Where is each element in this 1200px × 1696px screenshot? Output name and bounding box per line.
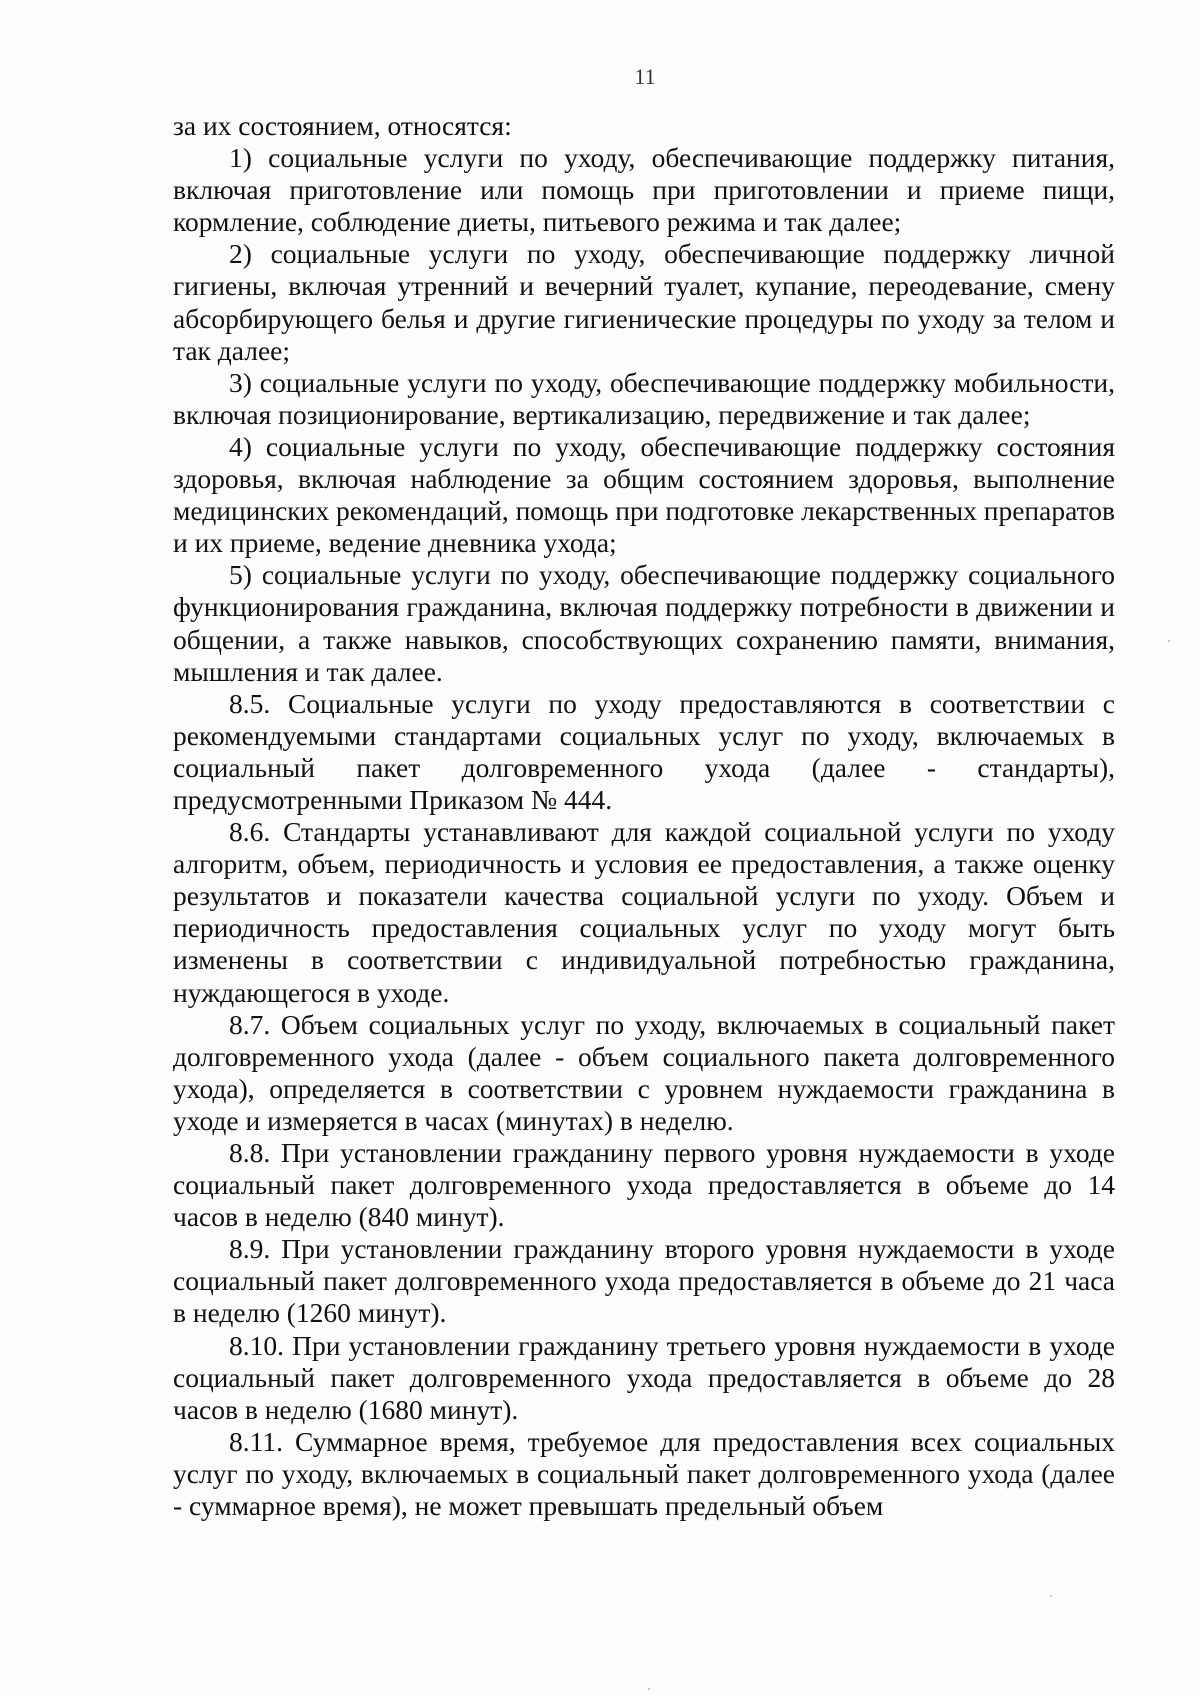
paragraph-8-8: 8.8. При установлении гражданину первого уровня нуждаемости в уходе социальный пакет долговременного ухода предоставляется в объеме до 14 часов в неделю (840 минут). [173, 1137, 1115, 1233]
paragraph-8-11: 8.11. Суммарное время, требуемое для предоставления всех социальных услуг по уходу, включаемых в социальный пакет долговременного ухода (далее - суммарное время), не может превышать предельный объем [173, 1425, 1115, 1522]
paragraph-item-2: 2) социальные услуги по уходу, обеспечивающие поддержку личной гигиены, включая утренний и вечерний туалет, купание, переодевание, смену абсорбирующего белья и другие гигиенические процедуры по уходу за телом и так далее; [173, 238, 1115, 366]
paragraph-item-5: 5) социальные услуги по уходу, обеспечивающие поддержку социального функционирования гражданина, включая поддержку потребности в движении и общении, а также навыков, способствующих сохранению памяти, внимания, мышления и так далее. [173, 559, 1115, 687]
paragraph-item-1: 1) социальные услуги по уходу, обеспечивающие поддержку питания, включая приготовление или помощь при приготовлении и приеме пищи, кормление, соблюдение диеты, питьевого режима и так далее; [173, 142, 1115, 238]
scan-artifact [648, 1688, 650, 1690]
paragraph-item-4: 4) социальные услуги по уходу, обеспечивающие поддержку состояния здоровья, включая наблюдение за общим состоянием здоровья, выполнение медицинских рекомендаций, помощь при подготовке лекарственных препаратов и их приеме, ведение дневника ухода; [173, 430, 1115, 559]
paragraph-8-9: 8.9. При установлении гражданину второго уровня нуждаемости в уходе социальный пакет долговременного ухода предоставляется в объеме до 21 часа в неделю (1260 минут). [173, 1233, 1115, 1329]
page-number: 11 [634, 64, 656, 89]
paragraph-8-5: 8.5. Социальные услуги по уходу предоставляются в соответствии с рекомендуемыми стандартами социальных услуг по уходу, включаемых в социальный пакет долговременного ухода (далее - стандарты), предусмотренными Приказом № 444. [173, 687, 1115, 815]
paragraph-item-3: 3) социальные услуги по уходу, обеспечивающие поддержку мобильности, включая позиционирование, вертикализацию, передвижение и так далее; [173, 366, 1115, 430]
document-body [173, 110, 1115, 1522]
paragraph-8-7: 8.7. Объем социальных услуг по уходу, включаемых в социальный пакет долговременного ухода (далее - объем социального пакета долговременного ухода), определяется в соответствии с уровнем нуждаемости гражданина в уходе и измеряется в часах (минутах) в неделю. [173, 1008, 1115, 1136]
paragraph-intro: за их состоянием, относятся: [173, 110, 512, 141]
paragraph-8-6: 8.6. Стандарты устанавливают для каждой социальной услуги по уходу алгоритм, объем, периодичность и условия ее предоставления, а также оценку результатов и показатели качества социальной услуги по уходу. Объем и периодичность предоставления социальных услуг по уходу могут быть изменены в соответствии с индивидуальной потребностью гражданина, нуждающегося в уходе. [173, 816, 1115, 1008]
scan-artifact [1168, 640, 1170, 642]
scan-artifact [1050, 1595, 1052, 1597]
paragraph-8-10: 8.10. При установлении гражданину третьего уровня нуждаемости в уходе социальный пакет долговременного ухода предоставляется в объеме до 28 часов в неделю (1680 минут). [173, 1329, 1115, 1425]
